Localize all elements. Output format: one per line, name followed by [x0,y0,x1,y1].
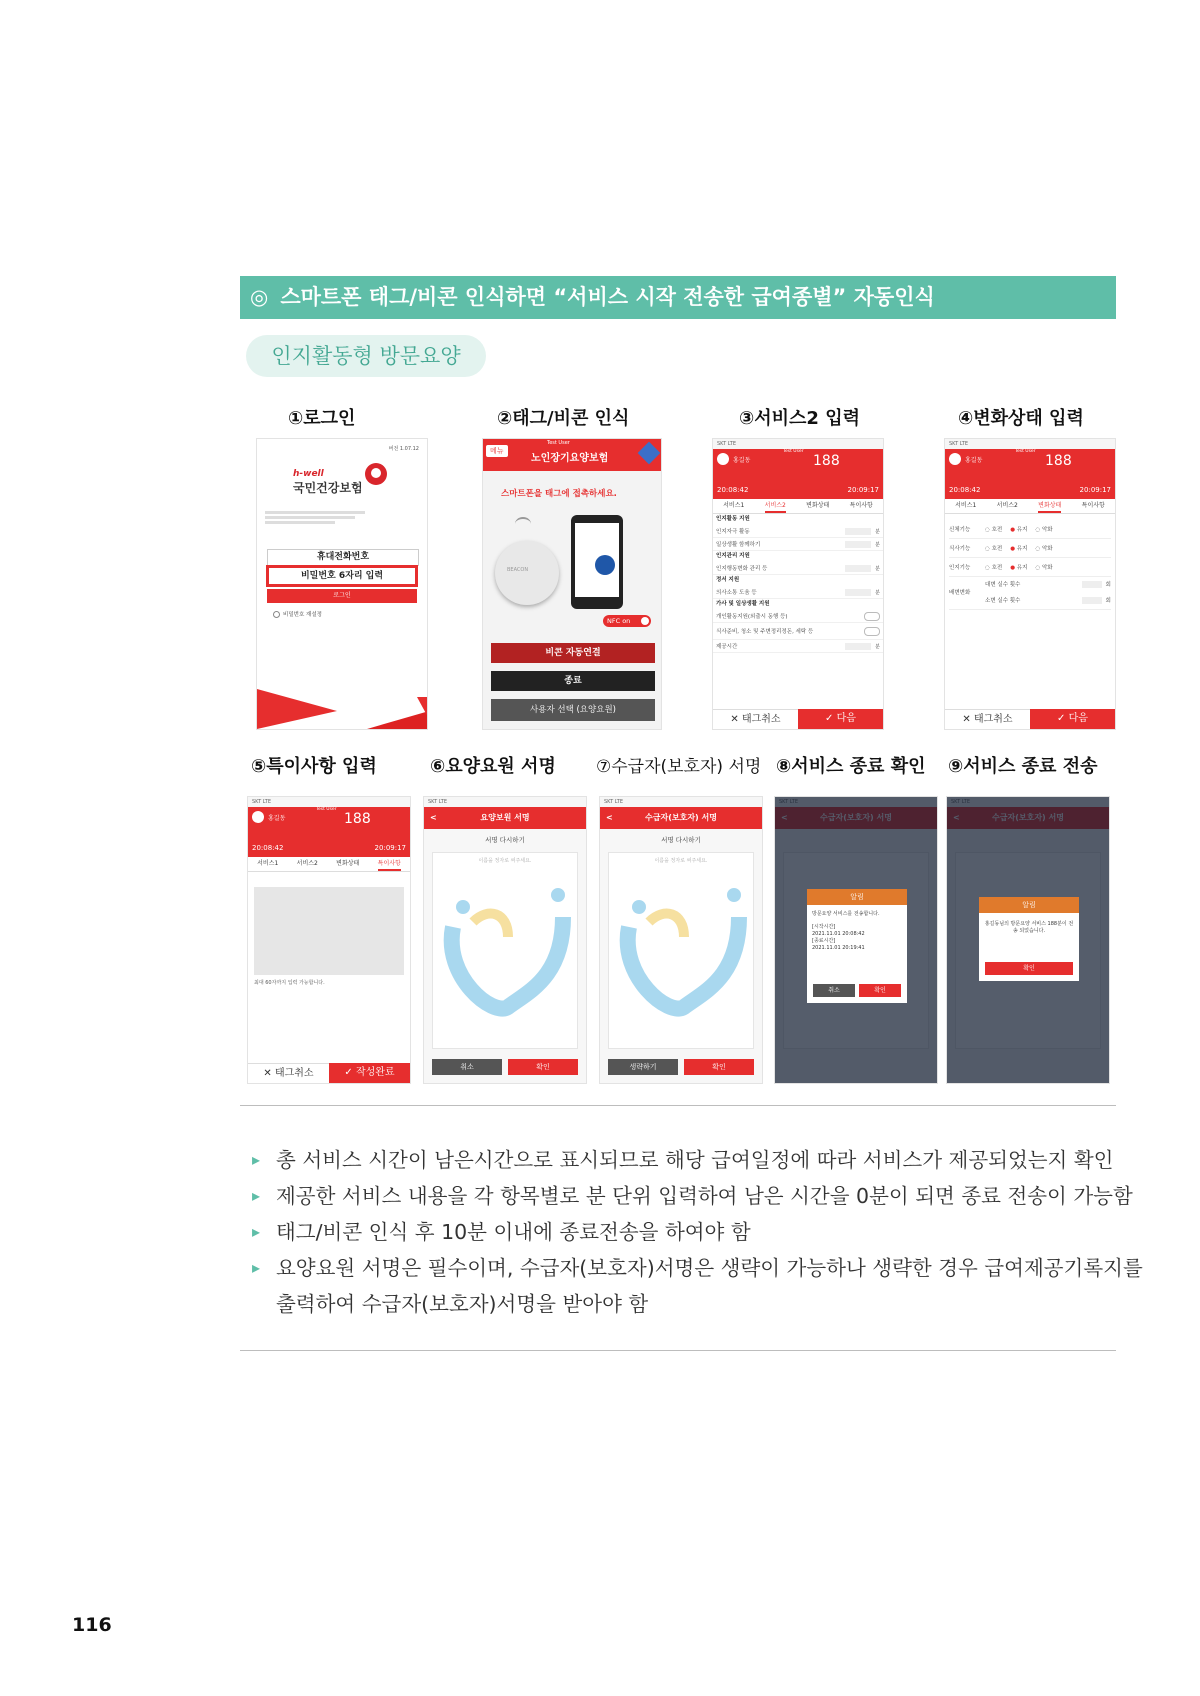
user-name: 홍길동 [268,815,286,822]
wifi-signal-icon [515,517,531,531]
signature-pad[interactable] [432,852,578,1049]
app-title: 노인장기요양보험 [531,453,609,464]
toggle-icon [864,627,880,636]
category-emotional-support: 정서 지원 [716,577,740,583]
signature-prompt: 이름을 정자로 써주세요. [654,858,708,864]
smartphone-icon [571,515,623,609]
reset-password-link[interactable] [273,610,322,618]
nfc-label: NFC on [607,617,631,625]
avatar [949,453,961,465]
tab-service1[interactable]: 서비스1 [257,860,279,867]
list-item-continuation: 출력하여 수급자(보호자)서명을 받아야 함 [276,1292,649,1316]
end-label: [종료시간] [812,938,836,944]
start-time: 20:08:42 [252,844,284,852]
next-button[interactable]: ✓ 다음 [1030,709,1115,729]
status-bar: SKT LTE [248,797,410,807]
tab-service2[interactable]: 서비스2 [996,502,1018,509]
service-row[interactable]: 식사준비, 청소 및 주변정리정돈, 세탁 등 [713,623,883,640]
tag-cancel-button[interactable]: ✕ 태그취소 [248,1063,329,1083]
heart-watermark-icon [433,867,579,1037]
complete-button[interactable]: ✓ 작성완료 [329,1063,410,1083]
tag-instruction: 스마트폰을 태그에 접촉하세요. [501,489,617,499]
step-label-status: ④변화상태 입력 [958,408,1084,429]
beacon-device-icon [495,541,559,605]
recipient-sign-screen [599,796,763,1084]
bottom-divider [240,1350,1116,1351]
status-bar: SKT LTE [424,797,586,807]
step-label-end-confirm: ⑧서비스 종료 확인 [776,756,926,777]
page-number: 116 [72,1614,112,1636]
test-user-badge: Test User [547,440,570,446]
list-item: ▸ 제공한 서비스 내용을 각 항목별로 분 단위 입력하여 남은 시간을 0분이 되면 종료 전송이 가능함 [252,1178,1132,1214]
excretion-row[interactable]: 배변변화 대변 실수 횟수 회 소변 실수 횟수 회 [949,577,1111,610]
sign-actions [432,1059,578,1075]
category-cognitive-management: 인지관리 지원 [716,553,750,559]
category-cognitive-activity: 인지활동 지원 [716,516,750,522]
caregiver-sign-screen [423,796,587,1084]
screen-title: 요양보원 서명 [480,813,530,822]
tag-cancel-button[interactable]: ✕ 태그취소 [713,709,798,729]
login-screen [256,438,428,730]
start-time: 20:08:42 [949,486,981,494]
tab-service2[interactable]: 서비스2 [296,860,318,867]
next-button[interactable]: ✓ 다음 [798,709,883,729]
tab-status[interactable]: 변화상태 [1038,499,1061,513]
step-label-caregiver-sign: ⑥요양요원 서명 [430,756,556,777]
heart-watermark-icon [609,867,755,1037]
signature-prompt: 이름을 정자로 써주세요. [478,858,532,864]
test-user-badge: Test User [1015,449,1036,454]
logo-icon [638,442,661,465]
sign-actions [608,1059,754,1075]
end-send-screen [946,796,1110,1084]
tab-status[interactable]: 변화상태 [336,860,360,867]
back-icon[interactable]: < [606,813,613,822]
toggle-knob-icon [641,617,649,625]
tag-screen [482,438,662,730]
test-user-badge: Test User [316,807,337,812]
redo-signature[interactable]: 서명 다시하기 [661,836,701,844]
confirm-button[interactable]: 확인 [859,984,901,997]
start-value: 2021.11.01 20:08:42 [812,931,865,937]
alert-message: 방문요양 서비스를 전송합니다. [812,911,880,917]
remaining-minutes: 188 [1045,453,1072,469]
list-item: ▸ 요양요원 서명은 필수이며, 수급자(보호자)서명은 생략이 가능하나 생략한 경우 급여제공기록지를 [252,1250,1132,1286]
red-wave-decoration [257,669,428,729]
confirm-button[interactable]: 확인 [985,962,1073,975]
notes-list [252,1142,1143,1322]
category-housework: 가사 및 일상생활 지원 [716,601,770,607]
tab-service1[interactable]: 서비스1 [955,502,977,509]
status-bar: SKT LTE [713,439,883,449]
user-name: 홍길동 [733,457,751,464]
screen-title: 수급자(보호자) 서명 [645,813,717,822]
alert-message: 홍길동님의 방문요양 서비스 188분이 전송 되었습니다. [984,921,1074,934]
service2-screen [712,438,884,730]
step-label-recipient-sign: ⑦수급자(보호자) 서명 [596,757,762,777]
notes-textarea[interactable] [254,887,404,975]
end-time: 20:09:17 [1079,486,1111,494]
remaining-minutes: 188 [344,811,371,827]
alert-title: 알림 [807,889,907,905]
bottom-action-bar [713,709,883,729]
alert-dialog [979,897,1079,981]
service-tabs [713,499,883,514]
status-row[interactable]: 식사기능 ◌ 호전 ● 유지 ◌ 악화 [949,539,1111,558]
tab-service2[interactable]: 서비스2 [765,499,786,513]
list-item: ▸ 태그/비콘 인식 후 10분 이내에 종료전송을 하여야 함 [252,1214,1132,1250]
beacon-connect-button[interactable]: 비콘 자동연결 [491,643,655,663]
select-user-button[interactable]: 사용자 선택 (요양요원) [491,699,655,721]
category-pill: 인지활동형 방문요양 [246,335,486,377]
toggle-icon [864,612,880,621]
phone-number-field[interactable]: 휴대전화번호 [267,549,419,566]
end-button[interactable]: 종료 [491,671,655,691]
login-button[interactable]: 로그인 [267,589,417,603]
status-row[interactable]: 신체기능 ◌ 호전 ● 유지 ◌ 악화 [949,520,1111,539]
confirm-button[interactable]: 확인 [508,1059,578,1075]
heart-logo-icon [365,463,387,485]
step-label-service2: ③서비스2 입력 [739,408,860,429]
menu-button[interactable]: 메뉴 [486,445,508,457]
bottom-action-bar [945,709,1115,729]
avatar [717,453,729,465]
service-row[interactable]: 의사소통 도움 등 분 [713,586,883,599]
status-row[interactable]: 인지기능 ◌ 호전 ● 유지 ◌ 악화 [949,558,1111,577]
double-circle-icon: ◎ [250,285,269,309]
cancel-button[interactable]: 취소 [813,984,855,997]
redo-signature[interactable]: 서명 다시하기 [485,836,525,844]
alert-dialog [807,889,907,1003]
end-time: 20:09:17 [374,844,406,852]
status-screen [944,438,1116,730]
tab-notes[interactable]: 특이사항 [1081,502,1105,509]
start-time: 20:08:42 [717,486,749,494]
step-label-notes: ⑤특이사항 입력 [251,756,377,777]
tab-service1[interactable]: 서비스1 [723,502,745,509]
skip-button[interactable]: 생략하기 [608,1059,678,1075]
back-icon[interactable]: < [430,813,437,822]
end-value: 2021.11.01 20:19:41 [812,945,865,951]
beacon-label: BEACON [507,567,529,573]
alert-title: 알림 [979,897,1079,913]
version-text: 버전 1.07.12 [388,446,419,452]
start-label: [시작시간] [812,924,836,930]
reset-password-label: 비밀번호 재설정 [283,612,322,618]
brand-small: h-well [293,469,324,479]
tag-cancel-button[interactable]: ✕ 태그취소 [945,709,1030,729]
section-title: 스마트폰 태그/비콘 인식하면 “서비스 시작 전송한 급여종별” 자동인식 [280,285,935,309]
step-label-tag: ②태그/비콘 인식 [497,408,630,429]
user-name: 홍길동 [965,457,983,464]
tab-status[interactable]: 변화상태 [806,502,830,509]
notes-screen [247,796,411,1084]
test-user-badge: Test User [783,449,804,454]
status-bar: SKT LTE [600,797,762,807]
notes-hint: 최대 60자까지 입력 가능합니다. [254,980,325,986]
step-label-login: ①로그인 [288,408,356,429]
nfc-toggle[interactable] [603,615,651,627]
service-tabs [248,857,410,872]
bottom-action-bar [248,1063,410,1083]
service-row[interactable]: 인지자극 활동 분 [713,525,883,538]
remaining-minutes: 188 [813,453,840,469]
tab-notes[interactable]: 특이사항 [378,857,401,871]
confirm-button[interactable]: 확인 [684,1059,754,1075]
password-field[interactable]: 비밀번호 6자리 입력 [266,565,418,587]
cancel-button[interactable]: 취소 [432,1059,502,1075]
brand-name: 국민건강보험 [293,481,363,495]
list-item: ▸ 총 서비스 시간이 남은시간으로 표시되므로 해당 급여일정에 따라 서비스가 제공되었는지 확인 [252,1142,1132,1178]
end-time: 20:09:17 [847,486,879,494]
service-row[interactable]: 일상생활 함께하기 분 [713,538,883,551]
signature-pad[interactable] [608,852,754,1049]
section-header [240,276,1116,319]
tab-notes[interactable]: 특이사항 [849,502,873,509]
radio-icon [273,611,280,618]
service-tabs [945,499,1115,514]
service-row[interactable]: 제공시간 분 [713,640,883,653]
end-confirm-screen [774,796,938,1084]
service-row[interactable]: 인지행동변화 관리 등 분 [713,562,883,575]
service-row[interactable]: 개인활동지원(외출시 동행 등) [713,610,883,623]
avatar [252,811,264,823]
step-label-end-send: ⑨서비스 종료 전송 [948,756,1098,777]
status-bar: SKT LTE [945,439,1115,449]
top-divider [240,1105,1116,1106]
